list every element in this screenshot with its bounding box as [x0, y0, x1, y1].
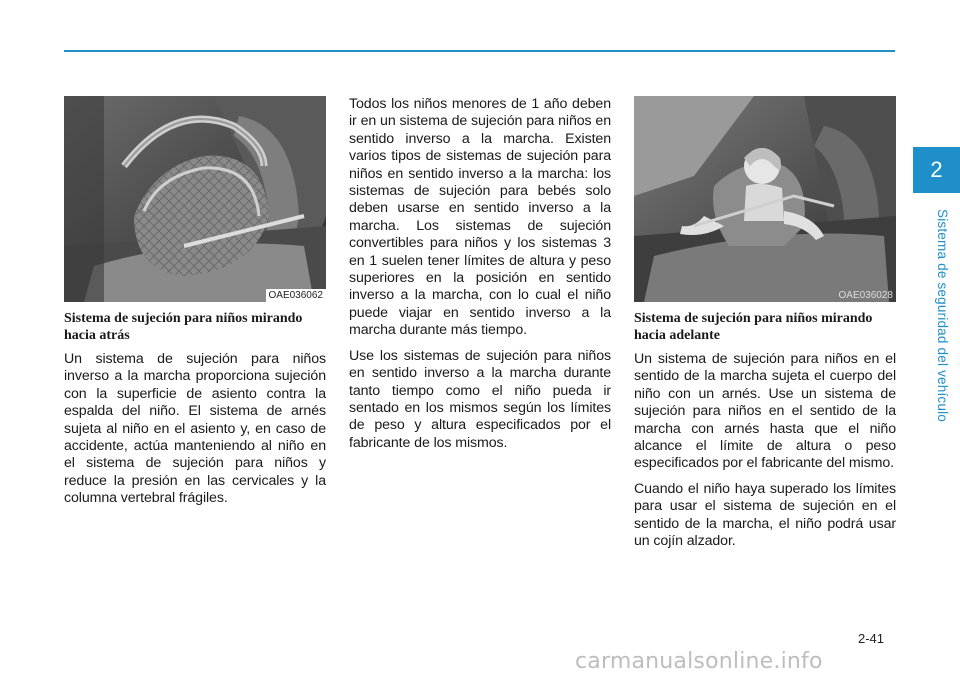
paragraph-middle-2: Use los sistemas de sujeción para niños en sentido inverso a la marcha durante tanto tiempo como el niño pueda ir sentado en los mismos según los límites de peso y altura especificados por el fabricante de los mismos.	[349, 347, 611, 451]
paragraph-forward-facing-2: Cuando el niño haya superado los límites para usar el sistema de sujeción en el sentido de la marcha, el niño podrá usar un cojín alzador.	[634, 480, 896, 550]
figure-code: OAE036062	[266, 289, 327, 302]
section-heading-rear-facing: Sistema de sujeción para niños mirando hacia atrás	[64, 311, 303, 343]
forward-facing-seat-image	[634, 96, 896, 302]
column-left	[64, 96, 326, 516]
chapter-title: Sistema de seguridad del vehículo	[935, 208, 950, 422]
paragraph-middle-1: Todos los niños menores de 1 año deben ir en un sistema de sujeción para niños en sentido inverso a la marcha. Existen varios tipos de sistemas de sujeción para niños en sentido inverso a la marcha: los sistemas de sujeción para bebés solo deben usarse en sentido inverso a la marcha. Los sistemas de sujeción convertibles para niños y los sistemas 3 en 1 suelen tener límites de altura y peso superiores en la posición en sentido inverso a la marcha, con lo cual el niño puede viajar en sentido inverso a la marcha durante más tiempo.	[349, 96, 611, 339]
column-right	[634, 96, 896, 558]
page-number: 2-41	[858, 631, 885, 646]
section-heading-forward-facing: Sistema de sujeción para niños mirando hacia adelante	[634, 311, 873, 343]
column-middle	[349, 96, 611, 460]
rear-facing-seat-illustration	[64, 96, 326, 302]
paragraph-forward-facing-1: Un sistema de sujeción para niños en el sentido de la marcha sujeta el cuerpo del niño con un arnés. Use un sistema de sujeción para niños en el sentido de la marcha con arnés hasta que el niño alcance el límite de altura o peso especificados por el fabricante del mismo.	[634, 351, 896, 472]
forward-facing-seat-illustration	[634, 96, 896, 302]
paragraph-rear-facing: Un sistema de sujeción para niños inverso a la marcha proporciona sujeción con la superficie de asiento contra la espalda del niño. El sistema de arnés sujeta al niño en el asiento y, en caso de accidente, actúa manteniendo al niño en el sistema de sujeción para niños y reduce la presión en las cervicales y la columna vertebral frágiles.	[64, 351, 326, 507]
rear-facing-seat-image	[64, 96, 326, 302]
figure-code: OAE036028	[838, 290, 893, 301]
watermark: carmanualsonline.info	[575, 649, 823, 674]
chapter-title-vertical	[922, 200, 950, 430]
header-rule	[64, 50, 895, 52]
chapter-number: 2	[930, 157, 943, 182]
chapter-number-tab	[913, 147, 960, 193]
